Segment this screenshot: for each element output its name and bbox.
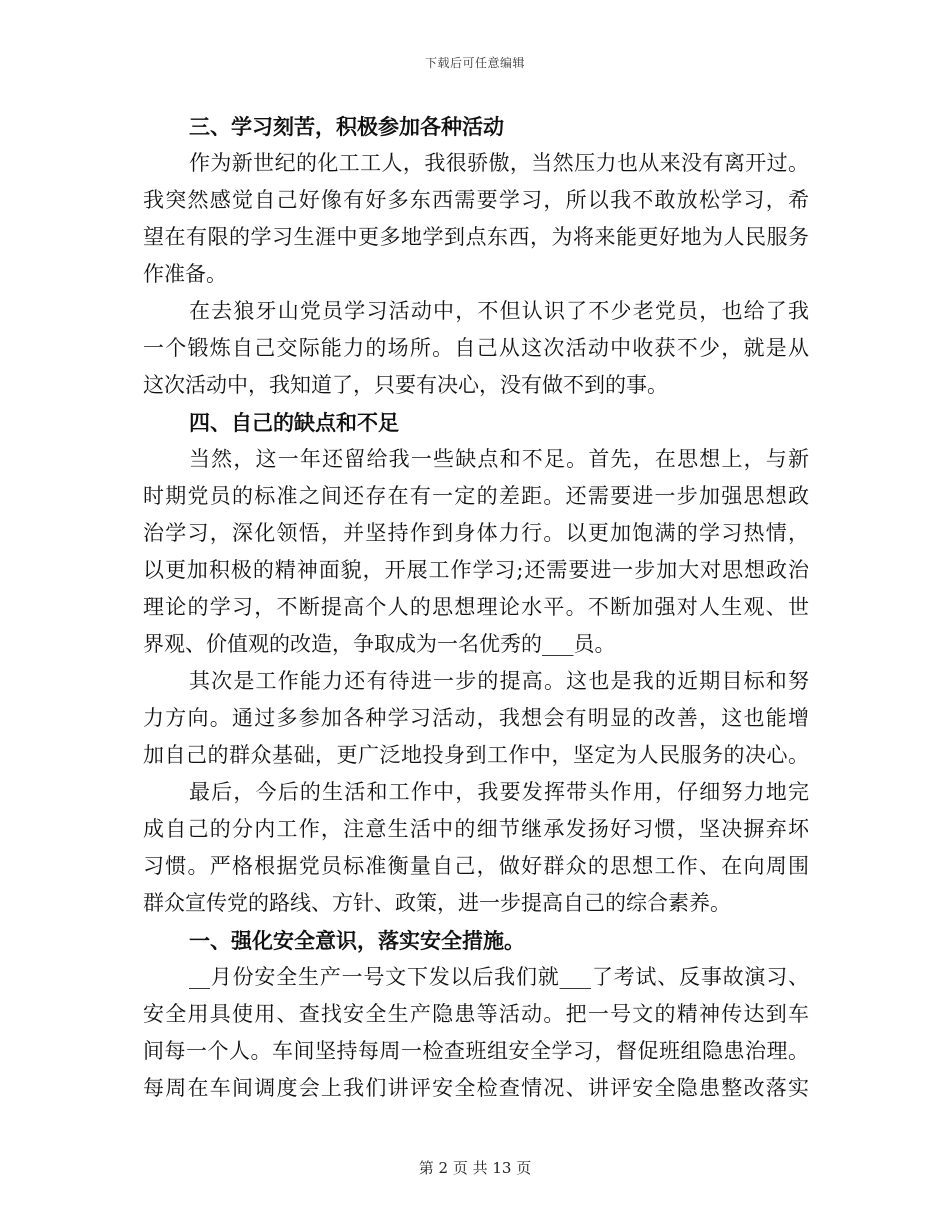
paragraph-line: 当然，这一年还留给我一些缺点和不足。首先，在思想上，与新 xyxy=(189,447,809,471)
paragraph-line: 以更加积极的精神面貌，开展工作学习;还需要进一步加大对思想政治 xyxy=(143,558,809,582)
section-heading: 一、强化安全意识，落实安全措施。 xyxy=(189,928,525,953)
document-body xyxy=(143,108,809,1107)
paragraph-line: 理论的学习，不断提高个人的思想理论水平。不断加强对人生观、世 xyxy=(143,595,809,619)
paragraph-line: 安全用具使用、查找安全生产隐患等活动。把一号文的精神传达到车 xyxy=(143,1002,809,1026)
paragraph-line: 治学习，深化领悟，并坚持作到身体力行。以更加饱满的学习热情， xyxy=(143,521,809,545)
paragraph-line: 加自己的群众基础，更广泛地投身到工作中，坚定为人民服务的决心。 xyxy=(143,743,809,767)
paragraph-line: 群众宣传党的路线、方针、政策，进一步提高自己的综合素养。 xyxy=(143,891,731,915)
paragraph-line: 成自己的分内工作，注意生活中的细节继承发扬好习惯，坚决摒弃坏 xyxy=(143,817,809,841)
page-header: 下载后可任意编辑 xyxy=(424,56,525,70)
paragraph-line: 在去狼牙山党员学习活动中，不但认识了不少老党员，也给了我 xyxy=(189,299,809,323)
paragraph-line: 一个锻炼自己交际能力的场所。自己从这次活动中收获不少，就是从 xyxy=(143,336,809,360)
paragraph-line: 习惯。严格根据党员标准衡量自己，做好群众的思想工作、在向周围 xyxy=(143,854,809,878)
page-number: 第 2 页 共 13 页 xyxy=(418,1159,532,1177)
paragraph-line: 其次是工作能力还有待进一步的提高。这也是我的近期目标和努 xyxy=(189,669,809,693)
paragraph-line: 我突然感觉自己好像有好多东西需要学习，所以我不敢放松学习，希 xyxy=(143,188,809,212)
section-heading: 四、自己的缺点和不足 xyxy=(189,410,399,435)
paragraph-line: 作为新世纪的化工工人，我很骄傲，当然压力也从来没有离开过。 xyxy=(189,151,809,175)
paragraph-line: 每周在车间调度会上我们讲评安全检查情况、讲评安全隐患整改落实 xyxy=(143,1076,809,1100)
paragraph-line: 时期党员的标准之间还存在有一定的差距。还需要进一步加强思想政 xyxy=(143,484,809,508)
paragraph-line: 力方向。通过多参加各种学习活动，我想会有明显的改善，这也能增 xyxy=(143,706,809,730)
paragraph-line: __月份安全生产一号文下发以后我们就___了考试、反事故演习、 xyxy=(189,965,809,989)
paragraph-line: 间每一个人。车间坚持每周一检查班组安全学习，督促班组隐患治理。 xyxy=(143,1039,809,1063)
section-heading: 三、学习刻苦，积极参加各种活动 xyxy=(189,114,504,139)
paragraph-line: 最后，今后的生活和工作中，我要发挥带头作用，仔细努力地完 xyxy=(189,780,809,804)
paragraph-line: 作准备。 xyxy=(143,262,227,286)
paragraph-line: 望在有限的学习生涯中更多地学到点东西，为将来能更好地为人民服务 xyxy=(143,225,809,249)
paragraph-line: 界观、价值观的改造，争取成为一名优秀的___员。 xyxy=(143,632,616,656)
paragraph-line: 这次活动中，我知道了，只要有决心，没有做不到的事。 xyxy=(143,373,668,397)
